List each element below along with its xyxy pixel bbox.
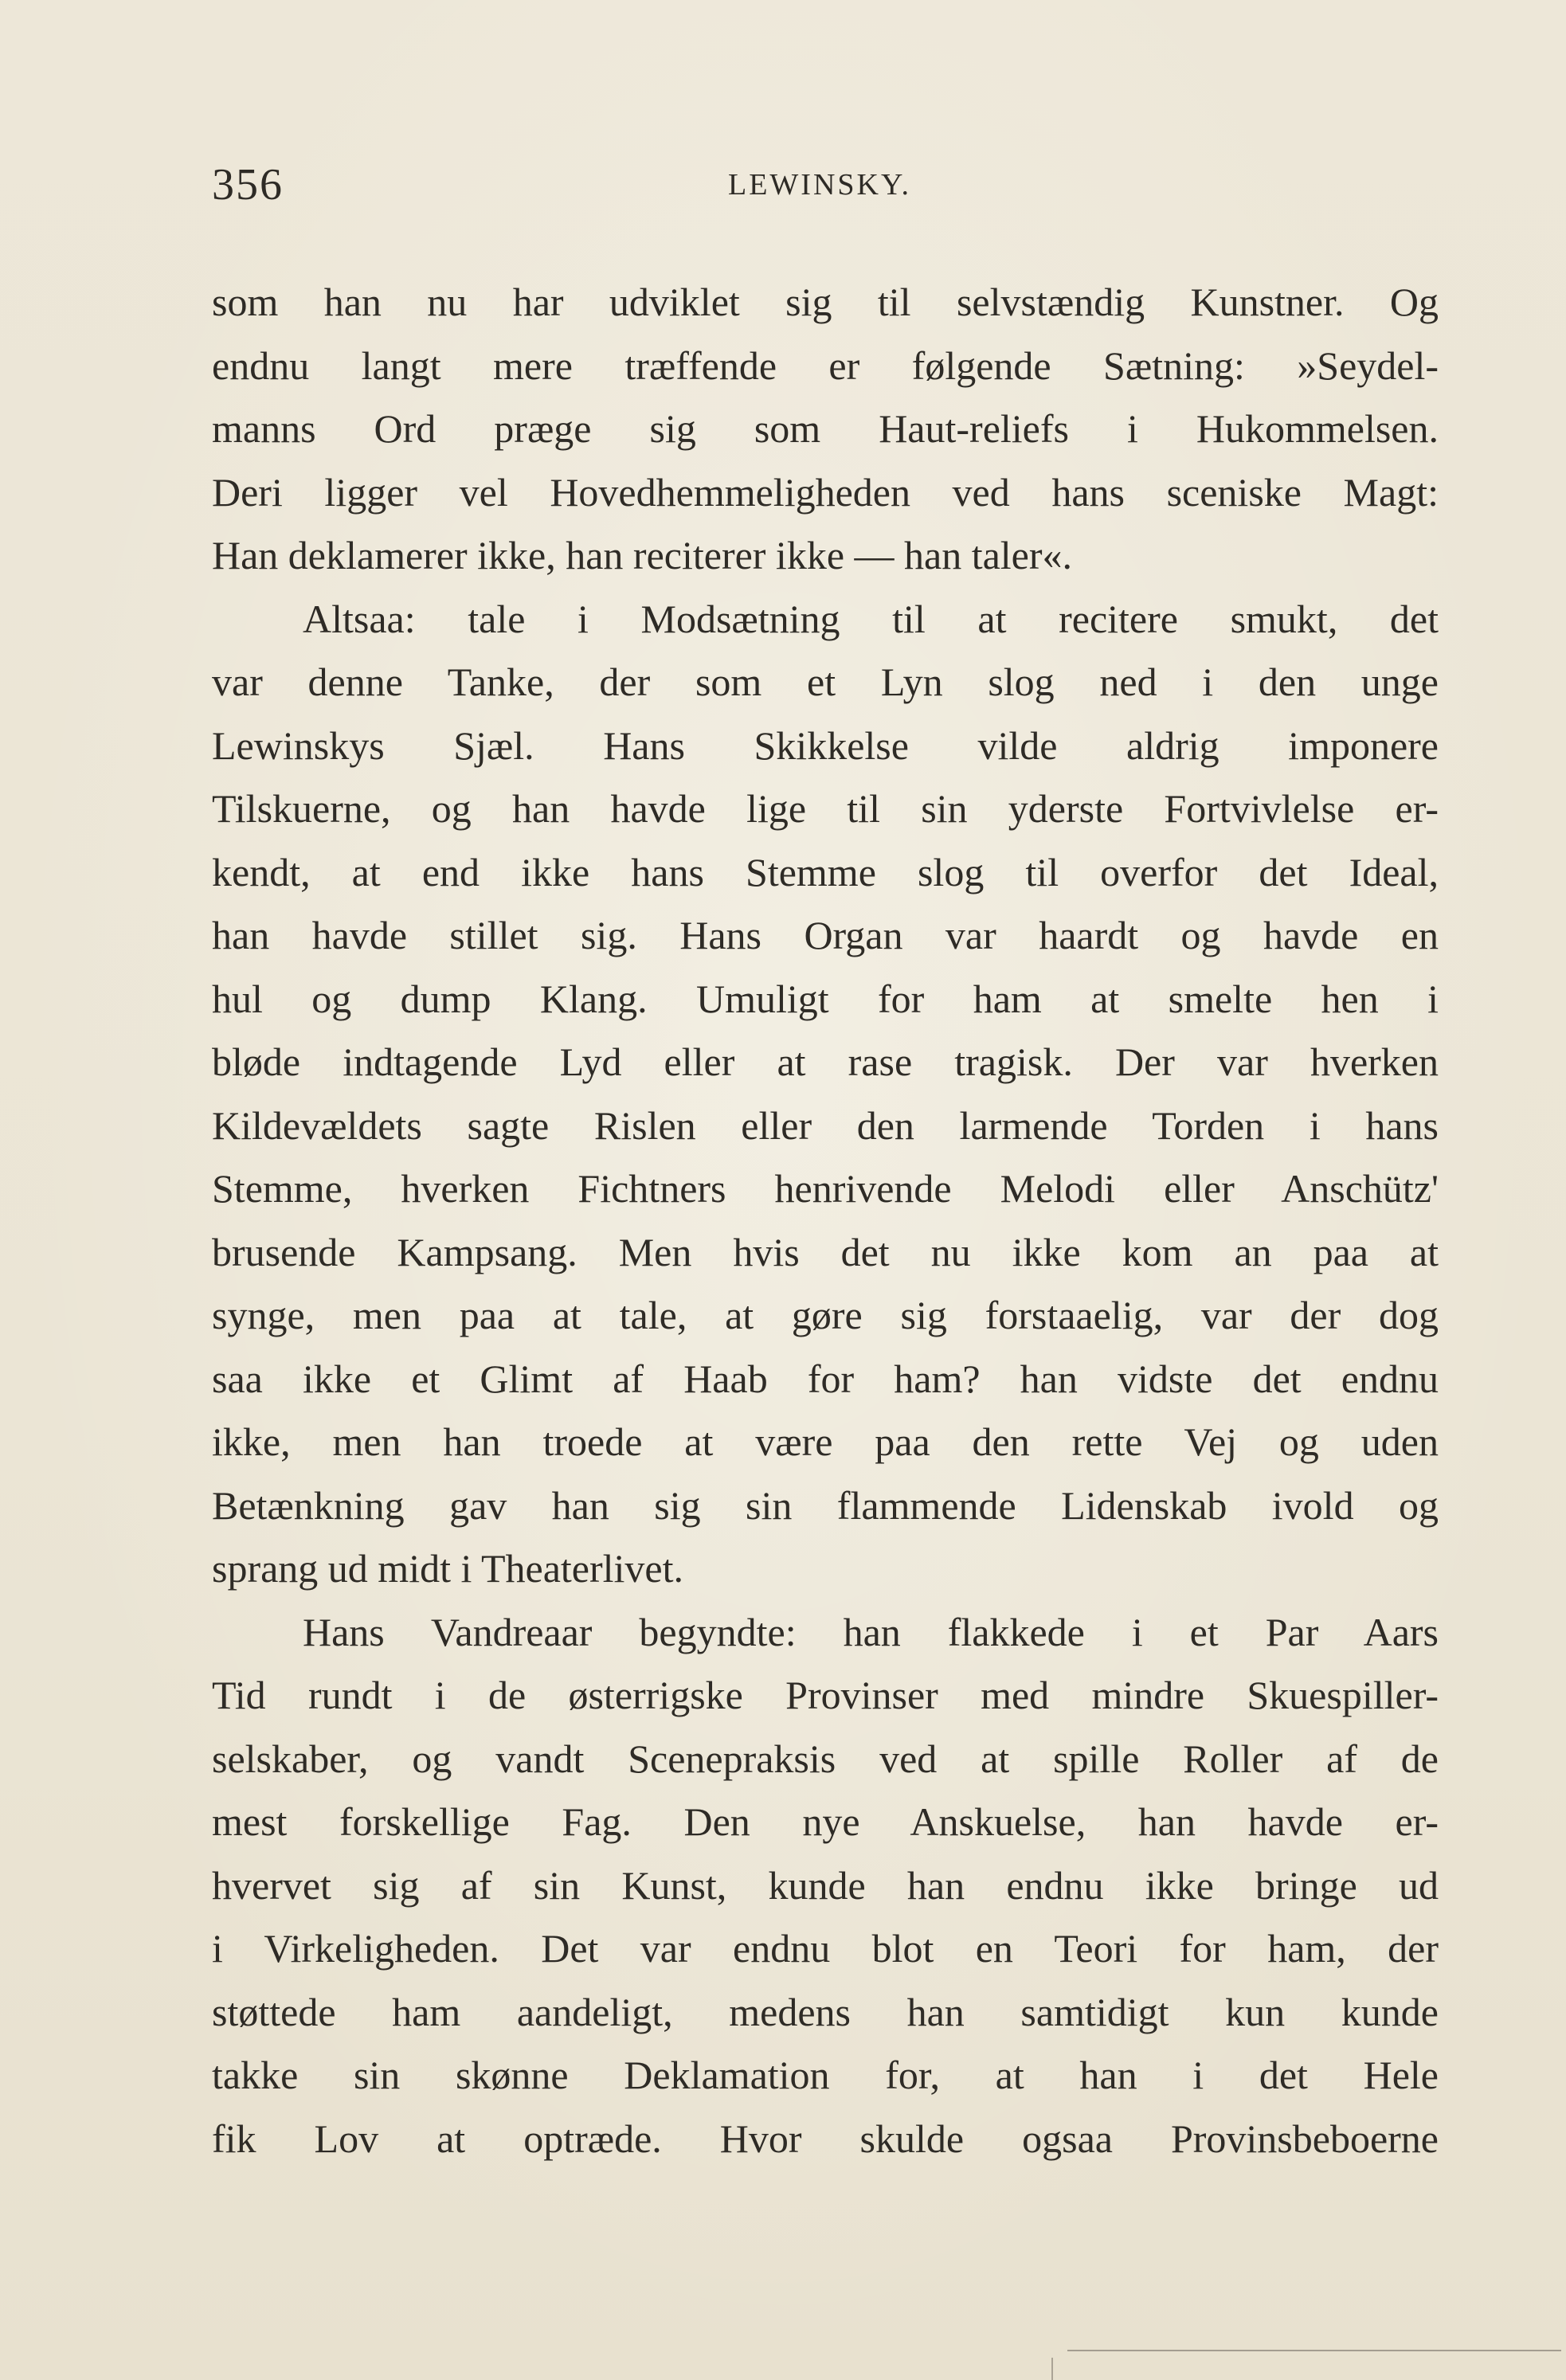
scan-edge-tick bbox=[1051, 2358, 1053, 2380]
text-line: takke sin skønne Deklamation for, at han i det Hele bbox=[212, 2053, 1439, 2097]
text-line: synge, men paa at tale, at gøre sig forstaaelig, var der dog bbox=[212, 1293, 1439, 1337]
page-number: 356 bbox=[212, 160, 284, 209]
text-line: brusende Kampsang. Men hvis det nu ikke kom an paa at bbox=[212, 1229, 1439, 1274]
text-line: han havde stillet sig. Hans Organ var haardt og havde en bbox=[212, 913, 1439, 957]
text-line: Altsaa: tale i Modsætning til at recitere smukt, det bbox=[303, 596, 1439, 641]
text-line: kendt, at end ikke hans Stemme slog til overfor det Ideal, bbox=[212, 849, 1439, 894]
text-line: Han deklamerer ikke, han reciterer ikke — han taler«. bbox=[212, 533, 1073, 577]
page-header bbox=[212, 159, 1439, 215]
text-line: var denne Tanke, der som et Lyn slog ned i den unge bbox=[212, 660, 1439, 704]
running-head: LEWINSKY. bbox=[728, 168, 912, 202]
text-line: støttede ham aandeligt, medens han samtidigt kun kunde bbox=[212, 1989, 1439, 2034]
text-line: Tid rundt i de østerrigske Provinser med mindre Skuespiller- bbox=[212, 1673, 1439, 1717]
text-line: hul og dump Klang. Umuligt for ham at smelte hen i bbox=[212, 976, 1439, 1021]
text-line: hvervet sig af sin Kunst, kunde han endnu ikke bringe ud bbox=[212, 1862, 1439, 1908]
text-line: Hans Vandreaar begyndte: han flakkede i et Par Aars bbox=[303, 1609, 1439, 1654]
scan-edge-line bbox=[1067, 2350, 1561, 2351]
text-line: selskaber, og vandt Scenepraksis ved at spille Roller af de bbox=[212, 1736, 1439, 1781]
text-line: Deri ligger vel Hovedhemmeligheden ved hans sceniske Magt: bbox=[212, 469, 1439, 515]
text-line: som han nu har udviklet sig til selvstændig Kunstner. Og bbox=[212, 280, 1439, 324]
text-line: fik Lov at optræde. Hvor skulde ogsaa Provinsbeboerne bbox=[212, 2116, 1439, 2161]
text-line: Kildevældets sagte Rislen eller den larmende Torden i hans bbox=[212, 1102, 1439, 1148]
text-line: ikke, men han troede at være paa den rette Vej og uden bbox=[212, 1419, 1439, 1464]
text-line: Stemme, hverken Fichtners henrivende Melodi eller Anschütz' bbox=[212, 1166, 1439, 1211]
text-line: endnu langt mere træffende er følgende Sætning: »Seydel- bbox=[212, 343, 1439, 388]
text-line: Lewinskys Sjæl. Hans Skikkelse vilde aldrig imponere bbox=[212, 722, 1439, 768]
text-line: bløde indtagende Lyd eller at rase tragisk. Der var hverken bbox=[212, 1039, 1439, 1084]
text-line: sprang ud midt i Theaterlivet. bbox=[212, 1546, 683, 1591]
text-line: i Virkeligheden. Det var endnu blot en Teori for ham, der bbox=[212, 1926, 1439, 1971]
text-line: Betænkning gav han sig sin flammende Lidenskab ivold og bbox=[212, 1482, 1439, 1528]
text-line: Tilskuerne, og han havde lige til sin yderste Fortvivlelse er- bbox=[212, 786, 1439, 831]
text-line: manns Ord præge sig som Haut-reliefs i Hukommelsen. bbox=[212, 406, 1439, 451]
text-line: saa ikke et Glimt af Haab for ham? han vidste det endnu bbox=[212, 1356, 1439, 1401]
text-line: mest forskellige Fag. Den nye Anskuelse, han havde er- bbox=[212, 1799, 1439, 1844]
body-text bbox=[212, 271, 1439, 2171]
